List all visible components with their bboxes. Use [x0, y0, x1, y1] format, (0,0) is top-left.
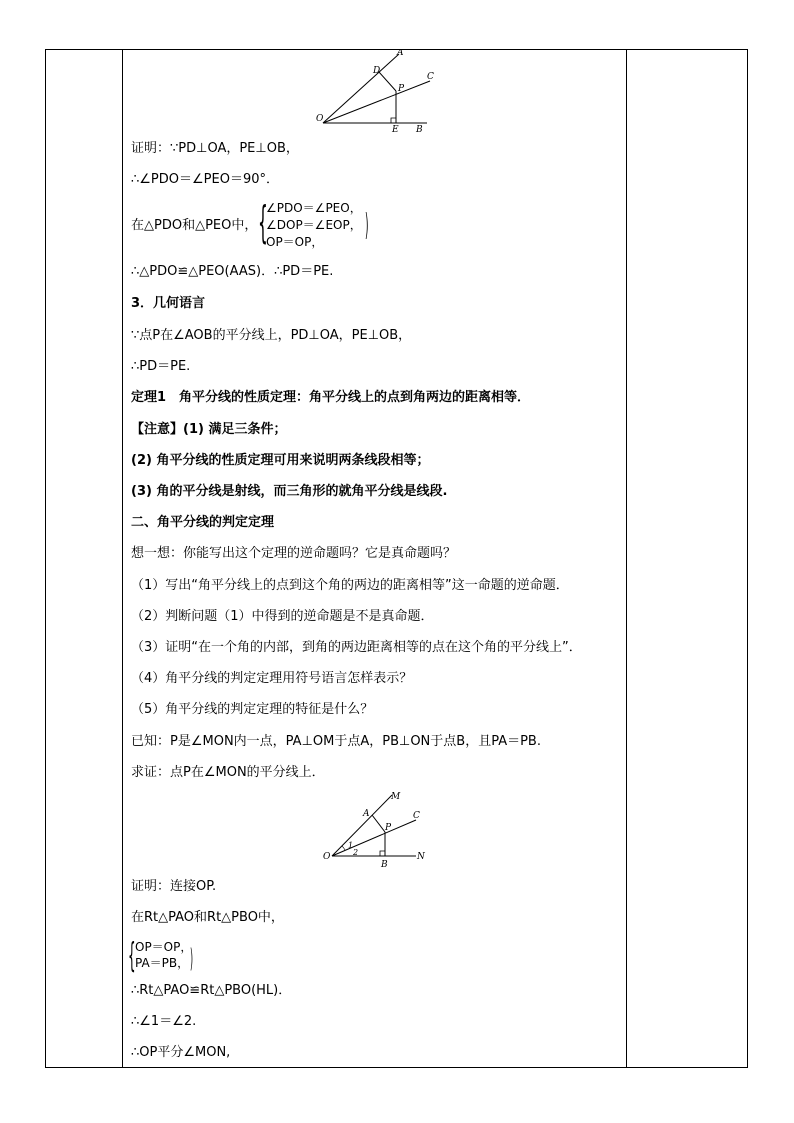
label-C: C [413, 811, 420, 821]
proof1-intro: 证明：∵PD⊥OA，PE⊥OB， [131, 141, 299, 156]
question-2: （2）判断问题（1）中得到的逆命题是不是真命题． [131, 609, 434, 624]
label-A: A [363, 809, 370, 819]
question-4: （4）角平分线的判定定理用符号语言怎样表示？ [131, 671, 413, 686]
label-O: O [323, 852, 331, 862]
label-A: A [397, 49, 404, 58]
label-B: B [381, 860, 388, 870]
label-D: D [373, 66, 381, 76]
angle-bisector-figure-1 [315, 49, 455, 139]
proof2-congruent: ∴Rt△PAO≌Rt△PBO(HL)． [131, 983, 292, 998]
column-divider [122, 50, 123, 1067]
label-M: M [391, 792, 401, 802]
system-brace-2: { [128, 936, 136, 976]
label-P: P [398, 84, 405, 94]
system2-eq-2: PA＝PB， [135, 956, 190, 970]
proof2-in-triangles: 在Rt△PAO和Rt△PBO中， [131, 910, 284, 925]
to-prove: 求证：点P在∠MON的平分线上． [131, 765, 325, 780]
think-prompt: 想一想：你能写出这个定理的逆命题吗？它是真命题吗？ [131, 546, 457, 561]
label-N: N [417, 852, 425, 862]
question-5: （5）角平分线的判定定理的特征是什么？ [131, 702, 374, 717]
section3-title: 3．几何语言 [131, 296, 206, 311]
system-brace: { [258, 197, 268, 248]
given: 已知：P是∠MON内一点，PA⊥OM于点A，PB⊥ON于点B，且PA＝PB. [131, 734, 541, 749]
proof1-in-triangles: 在△PDO和△PEO中， [131, 218, 258, 233]
question-3: （3）证明“在一个角的内部，到角的两边距离相等的点在这个角的平分线上”． [131, 640, 582, 655]
system-paren: ) [365, 208, 369, 243]
proof1-conclusion: ∴△PDO≌△PEO(AAS)．∴PD＝PE. [131, 264, 334, 279]
label-P: P [385, 823, 392, 833]
label-angle-1: 1 [348, 841, 354, 850]
label-C: C [427, 72, 434, 82]
proof2-angles: ∴∠1＝∠2. [131, 1014, 197, 1029]
proof1-right-angles: ∴∠PDO＝∠PEO＝90°． [131, 172, 279, 187]
system-eq-1: ∠PDO＝∠PEO， [266, 201, 362, 215]
proof2-bisect: ∴OP平分∠MON, [131, 1045, 231, 1060]
label-O: O [316, 114, 324, 124]
label-E: E [392, 125, 399, 135]
note-2: (2) 角平分线的性质定理可用来说明两条线段相等； [131, 453, 430, 468]
content-cell [125, 49, 627, 1068]
angle-bisector-figure-2 [320, 787, 440, 873]
section3-line1: ∵点P在∠AOB的平分线上，PD⊥OA，PE⊥OB， [131, 328, 412, 343]
note-1: 【注意】(1) 满足三条件； [131, 422, 287, 437]
question-1: （1）写出“角平分线上的点到这个角的两边的距离相等”这一命题的逆命题． [131, 578, 569, 593]
system-eq-3: OP＝OP， [266, 235, 324, 249]
proof2-intro: 证明：连接OP. [131, 879, 217, 894]
label-angle-2: 2 [353, 848, 359, 857]
theorem1: 定理1 角平分线的性质定理：角平分线上的点到角两边的距离相等． [131, 390, 531, 405]
section3-line2: ∴PD＝PE. [131, 359, 191, 374]
label-B: B [416, 125, 423, 135]
system-eq-2: ∠DOP＝∠EOP， [266, 218, 362, 232]
note-3: (3) 角的平分线是射线，而三角形的就角平分线是线段. [131, 484, 448, 499]
section2-title: 二、角平分线的判定定理 [131, 515, 275, 530]
system-paren-2: ) [190, 944, 194, 974]
system2-eq-1: OP＝OP， [135, 940, 193, 954]
